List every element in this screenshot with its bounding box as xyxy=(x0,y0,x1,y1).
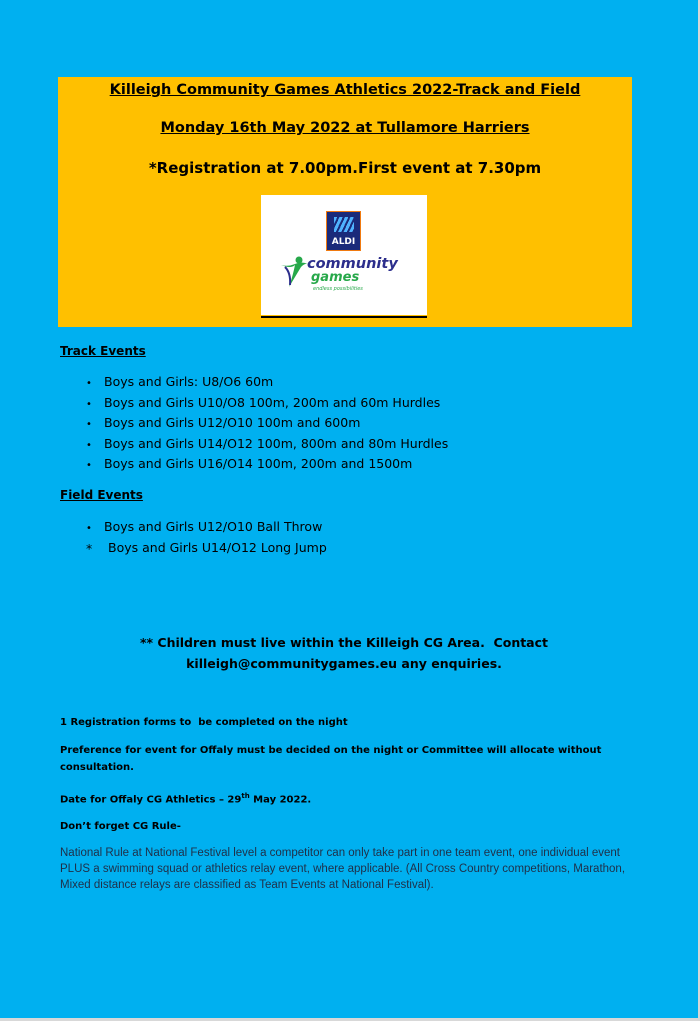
bullet-icon: • xyxy=(86,419,92,430)
national-rule-text: National Rule at National Festival level a competitor can only take part in one team event, one individual event PLUS a swimming squad or athletics relay event, where applicable. (All Cross Country competitions, Marathon, Mixed distance relays are classified as Team Events at National Festival). xyxy=(60,847,626,891)
bullet-icon: • xyxy=(86,439,92,451)
offaly-date-note: Date for Offaly CG Athletics – 29th May 2022. xyxy=(60,792,312,806)
preference-note: Preference for event for Offaly must be decided on the night or Committee will allocate without consultation. xyxy=(60,745,602,773)
bullet-icon: • xyxy=(86,398,92,410)
bullet-icon: • xyxy=(86,378,92,389)
asterisk-bullet-icon: * xyxy=(86,540,93,556)
header-banner xyxy=(58,77,632,327)
logo-underline xyxy=(261,316,427,318)
bullet-icon: • xyxy=(86,523,92,534)
notice-line-2: killeigh@communitygames.eu any enquiries. xyxy=(186,656,502,671)
aldi-stripes-icon xyxy=(334,217,354,232)
flyer-title: Killeigh Community Games Athletics 2022-Track and Field xyxy=(109,82,581,98)
list-item: • Boys and Girls U12/O10 Ball Throw xyxy=(0,519,327,540)
list-item: • Boys and Girls: U8/O6 60m xyxy=(0,374,448,395)
list-item: • Boys and Girls U16/O14 100m, 200m and 1500m xyxy=(0,456,448,477)
cg-rule-note: Don’t forget CG Rule- xyxy=(60,821,181,832)
aldi-logo-icon xyxy=(326,211,361,251)
registration-time: *Registration at 7.00pm.First event at 7.30pm xyxy=(148,159,542,177)
list-item: • Boys and Girls U12/O10 100m and 600m xyxy=(0,415,448,436)
field-events-list xyxy=(0,519,327,560)
registration-forms-note: 1 Registration forms to be completed on the night xyxy=(60,717,348,728)
event-date-venue: Monday 16th May 2022 at Tullamore Harriers xyxy=(160,120,530,136)
track-events-heading: Track Events xyxy=(60,344,146,358)
eligibility-notice xyxy=(0,632,688,674)
community-games-word-community: community xyxy=(307,256,398,272)
community-games-figure-icon xyxy=(279,255,309,289)
community-games-tagline: endless possibilities xyxy=(313,286,363,292)
field-events-heading: Field Events xyxy=(60,488,143,502)
aldi-logo-text: ALDI xyxy=(331,237,356,247)
community-games-word-games: games xyxy=(311,270,360,285)
track-events-list xyxy=(0,374,448,477)
list-item: • Boys and Girls U10/O8 100m, 200m and 60m Hurdles xyxy=(0,395,448,416)
list-item: * Boys and Girls U14/O12 Long Jump xyxy=(86,539,327,556)
sponsor-logo xyxy=(261,195,427,315)
notice-line-1: ** Children must live within the Killeigh CG Area. Contact xyxy=(139,635,549,650)
bullet-icon: • xyxy=(86,460,92,471)
list-item: • Boys and Girls U14/O12 100m, 800m and 80m Hurdles xyxy=(0,436,448,457)
